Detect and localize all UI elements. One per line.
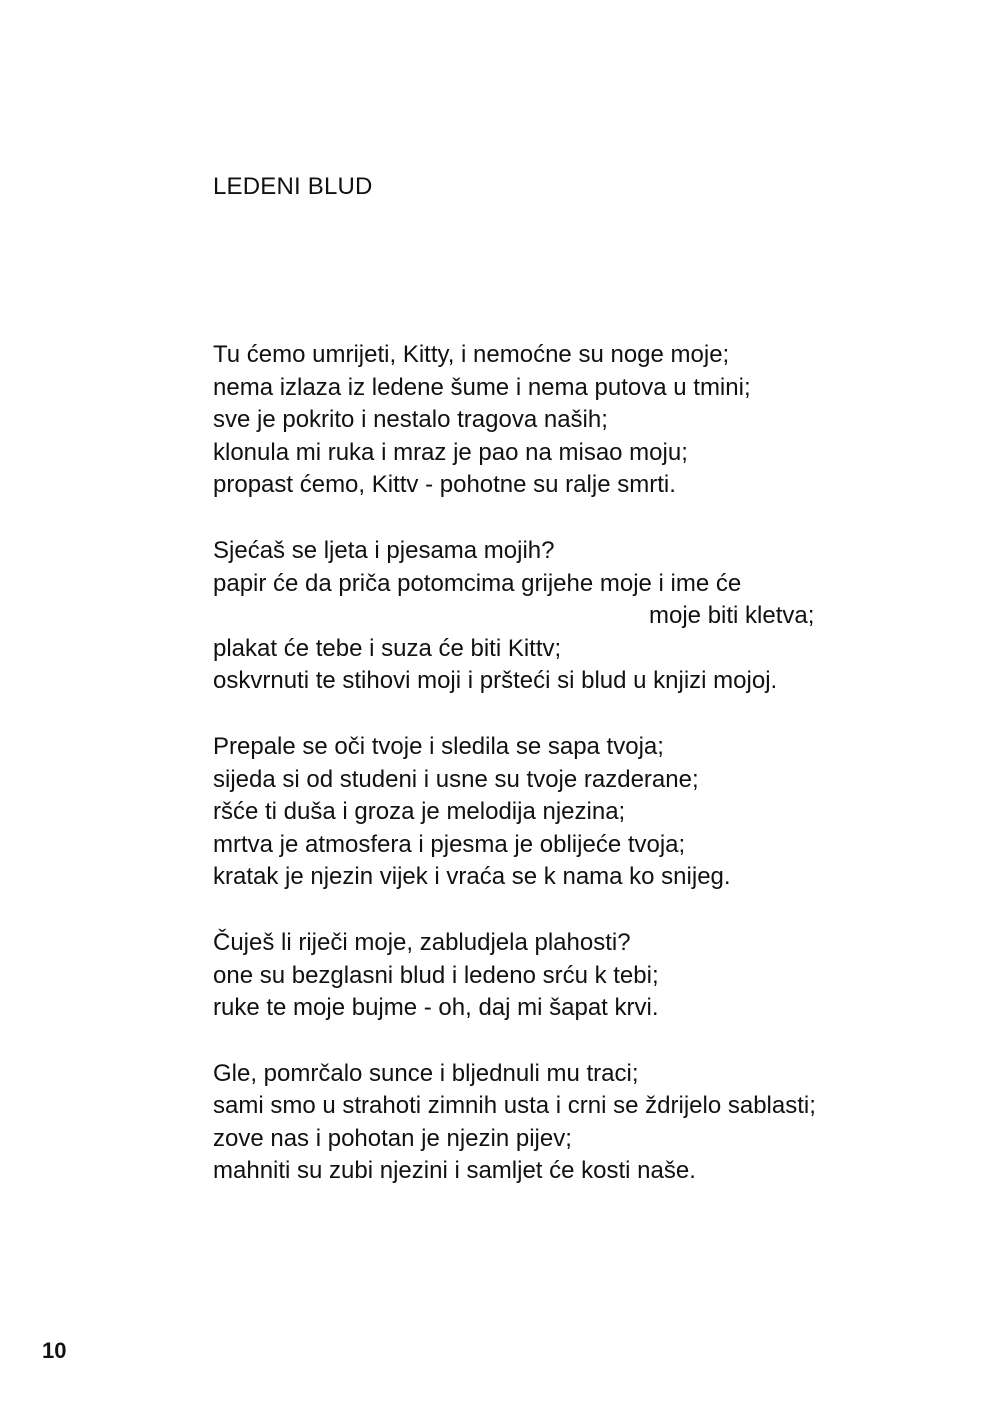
poem-line: Gle, pomrčalo sunce i bljednuli mu traci; <box>213 1059 639 1087</box>
stanza-3 <box>213 731 953 894</box>
poem-line: sve je pokrito i nestalo tragova naših; <box>213 406 608 434</box>
poem-line: one su bezglasni blud i ledeno srću k tebi; <box>213 961 659 989</box>
poem-line: mrtva je atmosfera i pjesma je oblijeće tvoja; <box>213 830 686 858</box>
stanza-4 <box>213 927 953 1025</box>
stanza-2 <box>213 535 953 698</box>
stanza-gap <box>213 698 953 731</box>
poem-line: sijeda si od studeni i usne su tvoje razderane; <box>213 765 699 793</box>
page-number: 10 <box>42 1338 67 1363</box>
poem-title: LEDENI BLUD <box>213 173 373 200</box>
poem-line: ruke te moje bujme - oh, daj mi šapat krvi. <box>213 994 659 1022</box>
poem-line: Sjećaš se ljeta i pjesama mojih? <box>213 536 555 564</box>
poem-line: sami smo u strahoti zimnih usta i crni se ždrijelo sablasti; <box>213 1092 816 1120</box>
stanza-gap <box>213 1025 953 1058</box>
poem-line: oskvrnuti te stihovi moji i pršteći si blud u knjizi mojoj. <box>213 667 778 695</box>
poem-line: propast ćemo, Kittv - pohotne su ralje smrti. <box>213 471 676 499</box>
poem-line: ršće ti duša i groza je melodija njezina; <box>213 798 626 826</box>
poem-body <box>213 339 953 1188</box>
poem-line: mahniti su zubi njezini i samljet će kosti naše. <box>213 1157 696 1185</box>
stanza-gap <box>213 894 953 927</box>
poem-line: papir će da priča potomcima grijehe moje i ime će <box>213 569 742 597</box>
poem-line-continuation: moje biti kletva; <box>649 602 815 630</box>
stanza-5 <box>213 1058 953 1188</box>
poem-line: Prepale se oči tvoje i sledila se sapa tvoja; <box>213 732 664 760</box>
poem-line: Čuješ li riječi moje, zabludjela plahosti? <box>213 928 631 956</box>
stanza-gap <box>213 502 953 535</box>
poem-line: kratak je njezin vijek i vraća se k nama ko snijeg. <box>213 863 731 891</box>
stanza-1 <box>213 339 953 502</box>
poem-line: zove nas i pohotan je njezin pijev; <box>213 1124 572 1152</box>
poem-line: plakat će tebe i suza će biti Kittv; <box>213 634 562 662</box>
poem-line: klonula mi ruka i mraz je pao na misao moju; <box>213 438 688 466</box>
poem-line: Tu ćemo umrijeti, Kitty, i nemoćne su noge moje; <box>213 341 730 368</box>
poem-line: nema izlaza iz ledene šume i nema putova u tmini; <box>213 373 751 401</box>
